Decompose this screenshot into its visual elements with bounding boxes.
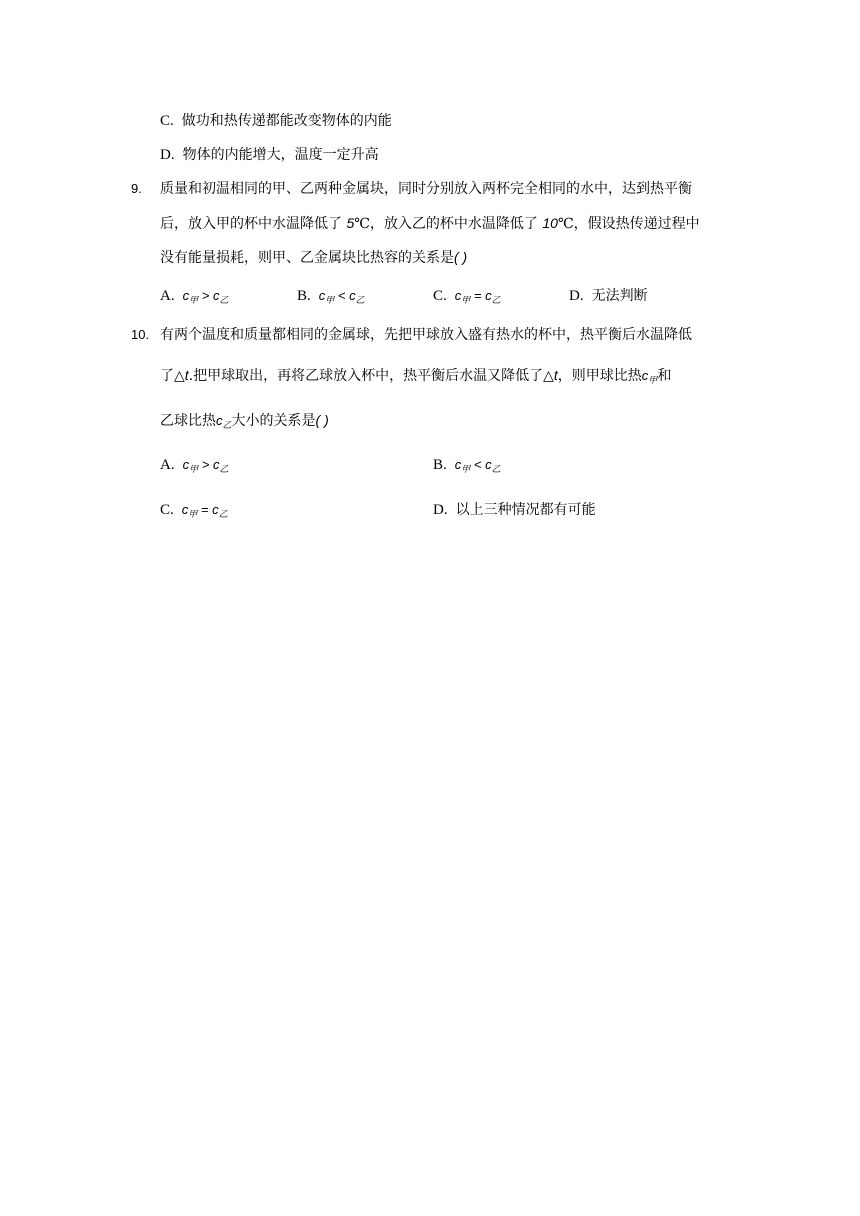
delta-symbol: △	[174, 367, 185, 383]
text-segment: 了	[160, 368, 174, 384]
question-9-option-b	[297, 286, 365, 310]
question-9-option-d	[569, 286, 648, 306]
question-9-number: 9.	[131, 181, 142, 196]
text-segment: ℃，假设热传递过程中	[557, 216, 700, 232]
option-letter: A.	[160, 457, 175, 473]
prev-option-c	[160, 111, 392, 131]
option-letter: D.	[160, 147, 175, 163]
question-10-option-d	[433, 500, 596, 520]
question-10-line-1: 有两个温度和质量都相同的金属球，先把甲球放入盛有热水的杯中，热平衡后水温降低	[160, 327, 692, 343]
option-letter: C.	[433, 288, 447, 304]
question-9-option-a	[160, 286, 228, 310]
option-formula: $c_甲 = c_乙$	[454, 288, 501, 305]
value-10: 10	[542, 215, 558, 231]
option-letter: D.	[569, 288, 584, 304]
question-9-line-3	[160, 247, 467, 268]
variable-c-yi: $c_乙$	[216, 413, 232, 430]
question-10-option-c	[160, 500, 228, 524]
option-letter: B.	[433, 457, 447, 473]
option-letter: A.	[160, 288, 175, 304]
question-9-line-2	[160, 213, 700, 234]
delta-symbol: △	[543, 367, 554, 383]
text-segment: 和	[657, 368, 672, 384]
option-letter: C.	[160, 113, 174, 129]
text-segment: 乙球比热	[160, 413, 216, 429]
question-10-option-a	[160, 455, 228, 479]
text-segment: 大小的关系是	[231, 413, 316, 429]
text-segment: .把甲球取出，再将乙球放入杯中，热平衡后水温又降低了	[188, 368, 544, 384]
answer-blank: ( )	[454, 249, 468, 265]
variable-t: t	[553, 367, 558, 383]
question-10-option-b	[433, 455, 501, 479]
answer-blank: ( )	[315, 412, 329, 428]
question-10-line-3	[160, 410, 329, 435]
question-10-line-2	[160, 365, 671, 390]
question-9-option-c	[433, 286, 501, 310]
option-formula: $c_甲 = c_乙$	[181, 502, 228, 519]
option-formula: $c_甲 < c_乙$	[454, 457, 501, 474]
variable-c-jia: $c_甲$	[641, 368, 658, 385]
variable-t: t	[184, 367, 189, 383]
option-text: 物体的内能增大，温度一定升高	[182, 147, 379, 163]
text-segment: ，则甲球比热	[557, 368, 642, 384]
option-text: 无法判断	[591, 288, 648, 304]
option-formula: $c_甲 < c_乙$	[318, 288, 365, 305]
question-9-line-1: 质量和初温相同的甲、乙两种金属块，同时分别放入两杯完全相同的水中，达到热平衡	[160, 181, 692, 197]
text-segment: 后，放入甲的杯中水温降低了	[160, 216, 347, 232]
question-10-number: 10.	[131, 327, 150, 342]
option-letter: D.	[433, 502, 448, 518]
option-text: 以上三种情况都有可能	[455, 502, 596, 518]
value-5: 5	[346, 215, 355, 231]
option-text: 做功和热传递都能改变物体的内能	[181, 113, 392, 129]
option-formula: $c_甲 > c_乙$	[182, 457, 229, 474]
option-letter: B.	[297, 288, 311, 304]
option-formula: $c_甲 > c_乙$	[182, 288, 229, 305]
text-segment: 没有能量损耗，则甲、乙金属块比热容的关系是	[160, 250, 454, 266]
prev-option-d	[160, 145, 379, 165]
option-letter: C.	[160, 502, 174, 518]
text-segment: ℃，放入乙的杯中水温降低了	[354, 216, 543, 232]
